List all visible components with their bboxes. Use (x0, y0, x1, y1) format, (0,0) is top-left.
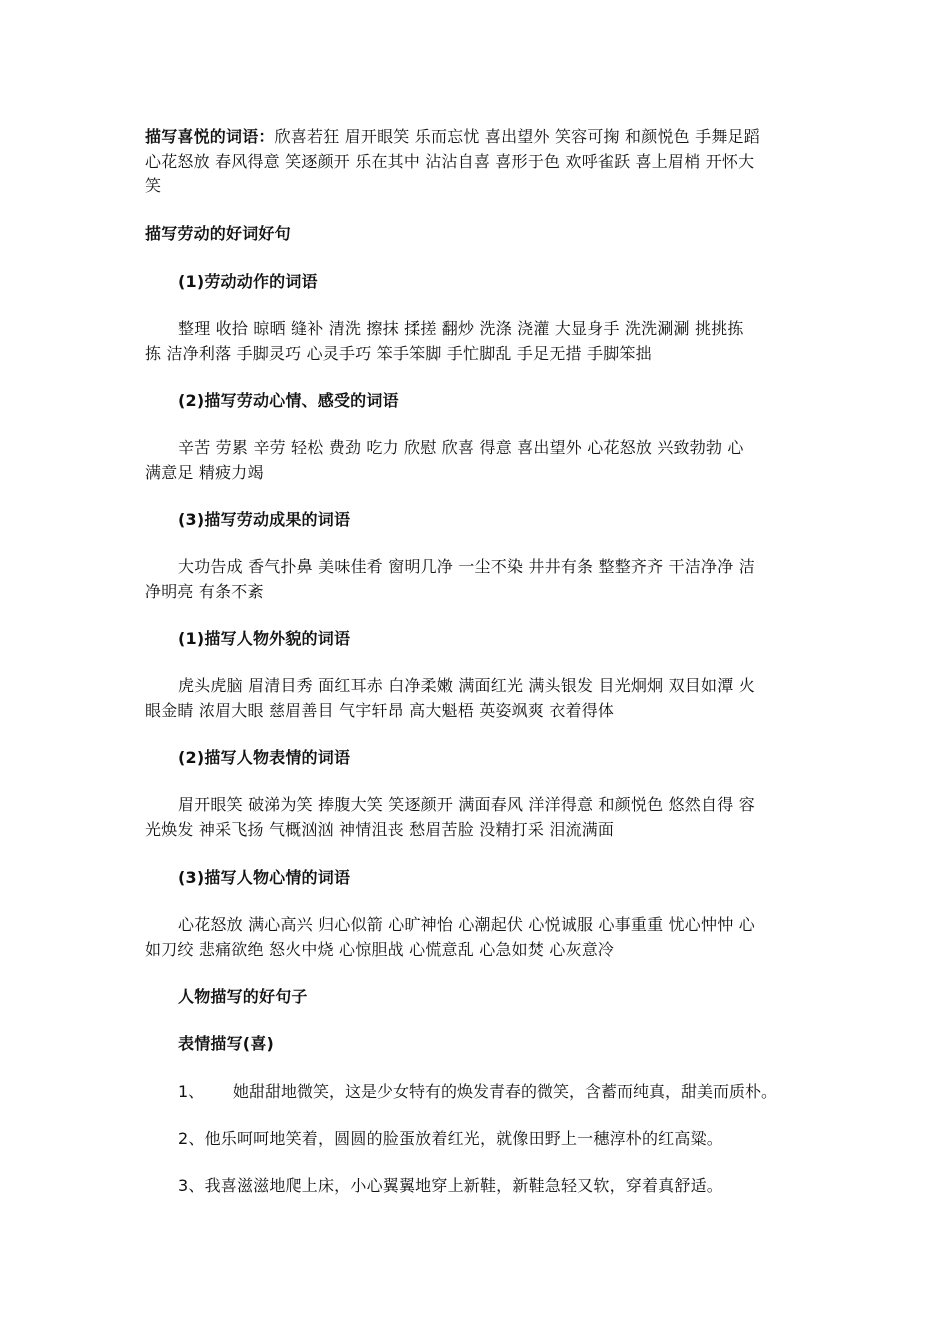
labor-actions-heading: (1)劳动动作的词语 (178, 272, 318, 291)
sentence-2: 2、他乐呵呵地笑着，圆圆的脸蛋放着红光，就像田野上一穗淳朴的红高粱。 (178, 1129, 723, 1148)
sentences-subtitle: 表情描写(喜) (178, 1034, 275, 1053)
joy-lead-label: 描写喜悦的词语： (145, 127, 275, 146)
sentence-1-number: 1、 (178, 1082, 205, 1101)
sentences-section-title: 人物描写的好句子 (178, 987, 308, 1006)
sentence-3: 3、我喜滋滋地爬上床，小心翼翼地穿上新鞋，新鞋急轻又软，穿着真舒适。 (178, 1176, 723, 1195)
joy-paragraph-line-1 (145, 125, 760, 149)
labor-results-heading: (3)描写劳动成果的词语 (178, 510, 351, 529)
people-mood-heading: (3)描写人物心情的词语 (178, 868, 351, 887)
people-mood-words-1: 心花怒放 满心高兴 归心似箭 心旷神怡 心潮起伏 心悦诚服 心事重重 忧心忡忡 心 (178, 915, 755, 934)
sentence-1-text: 她甜甜地微笑，这是少女特有的焕发青春的微笑，含蓄而纯真，甜美而质朴。 (233, 1082, 778, 1101)
joy-words-3: 笑 (145, 176, 162, 195)
labor-feelings-words-1: 辛苦 劳累 辛劳 轻松 费劲 吃力 欣慰 欣喜 得意 喜出望外 心花怒放 兴致勃勃 心 (178, 438, 744, 457)
labor-results-words-1: 大功告成 香气扑鼻 美味佳肴 窗明几净 一尘不染 井井有条 整整齐齐 干洁净净 洁 (178, 557, 755, 576)
people-appearance-words-1: 虎头虎脑 眉清目秀 面红耳赤 白净柔嫩 满面红光 满头银发 目光炯炯 双目如潭 火 (178, 676, 755, 695)
joy-words-2: 心花怒放 春风得意 笑逐颜开 乐在其中 沾沾自喜 喜形于色 欢呼雀跃 喜上眉梢 开怀大 (145, 152, 755, 171)
labor-feelings-heading: (2)描写劳动心情、感受的词语 (178, 391, 399, 410)
labor-actions-words-2: 拣 洁净利落 手脚灵巧 心灵手巧 笨手笨脚 手忙脚乱 手足无措 手脚笨拙 (145, 344, 652, 363)
people-expression-words-1: 眉开眼笑 破涕为笑 捧腹大笑 笑逐颜开 满面春风 洋洋得意 和颜悦色 悠然自得 容 (178, 795, 755, 814)
people-expression-words-2: 光焕发 神采飞扬 气概汹汹 神情沮丧 愁眉苦脸 没精打采 泪流满面 (145, 820, 615, 839)
labor-feelings-words-2: 满意足 精疲力竭 (145, 463, 264, 482)
labor-actions-words-1: 整理 收拾 晾晒 缝补 清洗 擦抹 揉搓 翻炒 洗涤 浇灌 大显身手 洗洗涮涮 挑挑拣 (178, 319, 744, 338)
people-appearance-words-2: 眼金睛 浓眉大眼 慈眉善目 气宇轩昂 高大魁梧 英姿飒爽 衣着得体 (145, 701, 615, 720)
people-expression-heading: (2)描写人物表情的词语 (178, 748, 351, 767)
labor-section-title: 描写劳动的好词好句 (145, 224, 291, 243)
joy-words-1: 欣喜若狂 眉开眼笑 乐而忘忧 喜出望外 笑容可掬 和颜悦色 手舞足蹈 (274, 127, 760, 146)
people-mood-words-2: 如刀绞 悲痛欲绝 怒火中烧 心惊胆战 心慌意乱 心急如焚 心灰意冷 (145, 940, 615, 959)
people-appearance-heading: (1)描写人物外貌的词语 (178, 629, 351, 648)
labor-results-words-2: 净明亮 有条不紊 (145, 582, 264, 601)
